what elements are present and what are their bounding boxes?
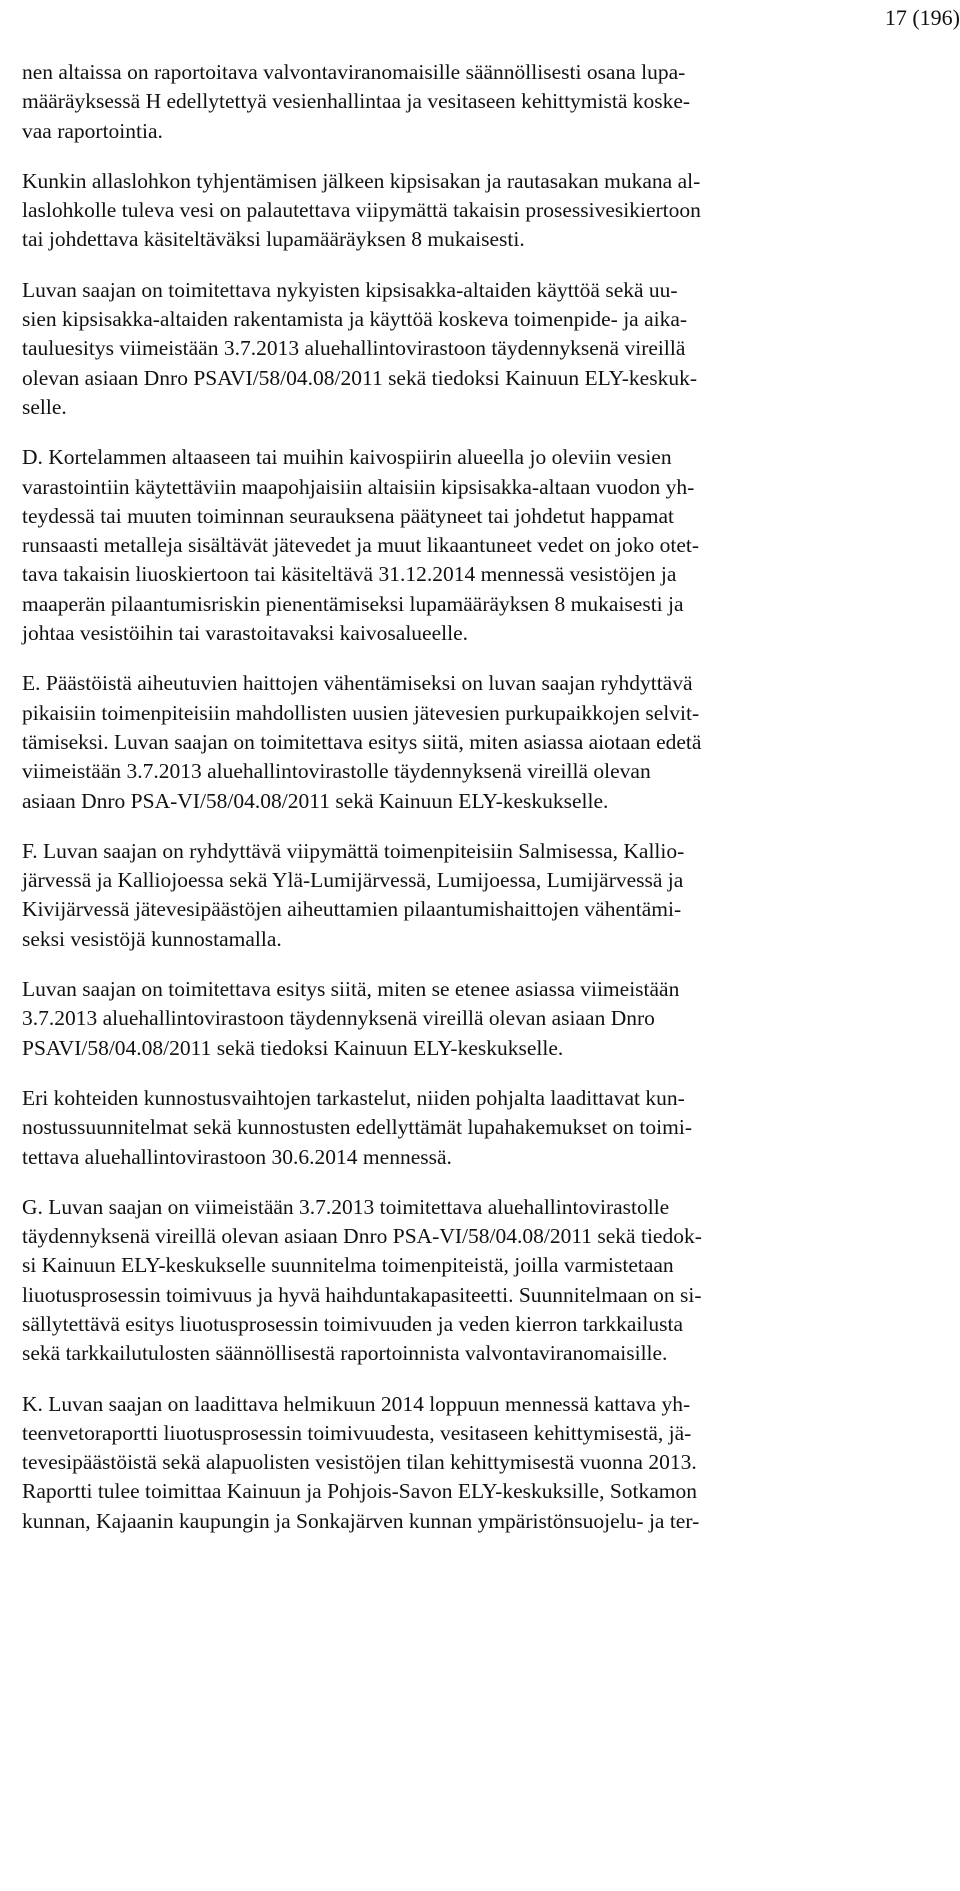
text-line: si Kainuun ELY-keskukselle suunnitelma toimenpiteistä, joilla varmistetaan [22, 1253, 674, 1278]
page-number: 17 (196) [884, 5, 960, 30]
text-line: E. Päästöistä aiheutuvien haittojen vähentämiseksi on luvan saajan ryhdyttävä [22, 671, 693, 696]
text-line: sällytettävä esitys liuotusprosessin toimivuuden ja veden kierron tarkkailusta [22, 1311, 683, 1336]
text-line: Raportti tulee toimittaa Kainuun ja Pohjois-Savon ELY-keskuksille, Sotkamon [22, 1479, 698, 1504]
text-line: sien kipsisakka-altaiden rakentamista ja käyttöä koskeva toimenpide- ja aika- [22, 307, 688, 332]
text-line: vaa raportointia. [22, 118, 163, 143]
text-line: F. Luvan saajan on ryhdyttävä viipymättä toimenpiteisiin Salmisessa, Kallio- [22, 838, 685, 863]
text-line: tava takaisin liuoskiertoon tai käsiteltävä 31.12.2014 mennessä vesistöjen ja [22, 562, 677, 587]
text-line: nostussuunnitelmat sekä kunnostusten edellyttämät lupahakemukset on toimi- [22, 1115, 692, 1140]
text-line: tauluesitys viimeistään 3.7.2013 aluehallintovirastoon täydennyksenä vireillä [22, 336, 686, 361]
text-line: kunnan, Kajaanin kaupungin ja Sonkajärven kunnan ympäristönsuojelu- ja ter- [22, 1508, 700, 1533]
paragraph [22, 443, 958, 648]
text-line: D. Kortelammen altaaseen tai muihin kaivospiirin alueella jo oleviin vesien [22, 445, 672, 470]
text-line: tettava aluehallintovirastoon 30.6.2014 mennessä. [22, 1144, 452, 1169]
text-line: 3.7.2013 aluehallintovirastoon täydennyksenä vireillä olevan asiaan Dnro [22, 1006, 655, 1031]
text-line: K. Luvan saajan on laadittava helmikuun 2014 loppuun mennessä kattava yh- [22, 1391, 691, 1416]
paragraph [22, 1390, 958, 1536]
paragraph [22, 276, 958, 422]
text-line: Eri kohteiden kunnostusvaihtojen tarkastelut, niiden pohjalta laadittavat kun- [22, 1085, 685, 1110]
text-line: järvessä ja Kalliojoessa sekä Ylä-Lumijärvessä, Lumijoessa, Lumijärvessä ja [22, 868, 684, 893]
text-line: runsaasti metalleja sisältävät jätevedet ja muut likaantuneet vedet on joko otet- [22, 533, 700, 558]
text-line: täydennyksenä vireillä olevan asiaan Dnro PSA-VI/58/04.08/2011 sekä tiedok- [22, 1224, 702, 1249]
text-line: liuotusprosessin toimivuus ja hyvä haihduntakapasiteetti. Suunnitelmaan on si- [22, 1282, 702, 1307]
text-line: olevan asiaan Dnro PSAVI/58/04.08/2011 sekä tiedoksi Kainuun ELY-keskuk- [22, 365, 698, 390]
text-line: PSAVI/58/04.08/2011 sekä tiedoksi Kainuun ELY-keskukselle. [22, 1035, 564, 1060]
text-line: teenvetoraportti liuotusprosessin toimivuudesta, vesitaseen kehittymisestä, jä- [22, 1420, 692, 1445]
document-body [22, 58, 958, 1557]
text-line: johtaa vesistöihin tai varastoitavaksi kaivosalueelle. [22, 621, 468, 646]
text-line: asiaan Dnro PSA-VI/58/04.08/2011 sekä Kainuun ELY-keskukselle. [22, 788, 609, 813]
text-line: selle. [22, 394, 67, 419]
text-line: maaperän pilaantumisriskin pienentämiseksi lupamääräyksen 8 mukaisesti ja [22, 591, 684, 616]
paragraph [22, 1193, 958, 1369]
text-line: seksi vesistöjä kunnostamalla. [22, 926, 282, 951]
text-line: nen altaissa on raportoitava valvontaviranomaisille säännöllisesti osana lupa- [22, 60, 686, 84]
paragraph [22, 167, 958, 255]
paragraph [22, 837, 958, 954]
text-line: tämiseksi. Luvan saajan on toimitettava esitys siitä, miten asiassa aiotaan edetä [22, 729, 702, 754]
text-line: pikaisiin toimenpiteisiin mahdollisten uusien jätevesien purkupaikkojen selvit- [22, 700, 700, 725]
text-line: viimeistään 3.7.2013 aluehallintovirastolle täydennyksenä vireillä olevan [22, 759, 651, 784]
paragraph [22, 975, 958, 1063]
text-line: Kunkin allaslohkon tyhjentämisen jälkeen kipsisakan ja rautasakan mukana al- [22, 168, 701, 193]
text-line: teydessä tai muuten toiminnan seurauksena päätyneet tai johdetut happamat [22, 503, 674, 528]
paragraph [22, 58, 958, 146]
paragraph [22, 1084, 958, 1172]
text-line: Kivijärvessä jätevesipäästöjen aiheuttamien pilaantumishaittojen vähentämi- [22, 897, 682, 922]
text-line: määräyksessä H edellytettyä vesienhallintaa ja vesitaseen kehittymistä koske- [22, 89, 691, 114]
paragraph [22, 669, 958, 815]
text-line: Luvan saajan on toimitettava nykyisten kipsisakka-altaiden käyttöä sekä uu- [22, 277, 678, 302]
text-line: sekä tarkkailutulosten säännöllisestä raportoinnista valvontaviranomaisille. [22, 1341, 668, 1366]
text-line: laslohkolle tuleva vesi on palautettava viipymättä takaisin prosessivesikiertoon [22, 198, 701, 223]
text-line: Luvan saajan on toimitettava esitys siitä, miten se etenee asiassa viimeistään [22, 977, 680, 1002]
text-line: varastointiin käytettäviin maapohjaisiin altaisiin kipsisakka-altaan vuodon yh- [22, 474, 695, 499]
text-line: G. Luvan saajan on viimeistään 3.7.2013 toimitettava aluehallintovirastolle [22, 1194, 670, 1219]
text-line: tevesipäästöistä sekä alapuolisten vesistöjen tilan kehittymisestä vuonna 2013. [22, 1450, 697, 1475]
text-line: tai johdettava käsiteltäväksi lupamääräyksen 8 mukaisesti. [22, 227, 525, 252]
